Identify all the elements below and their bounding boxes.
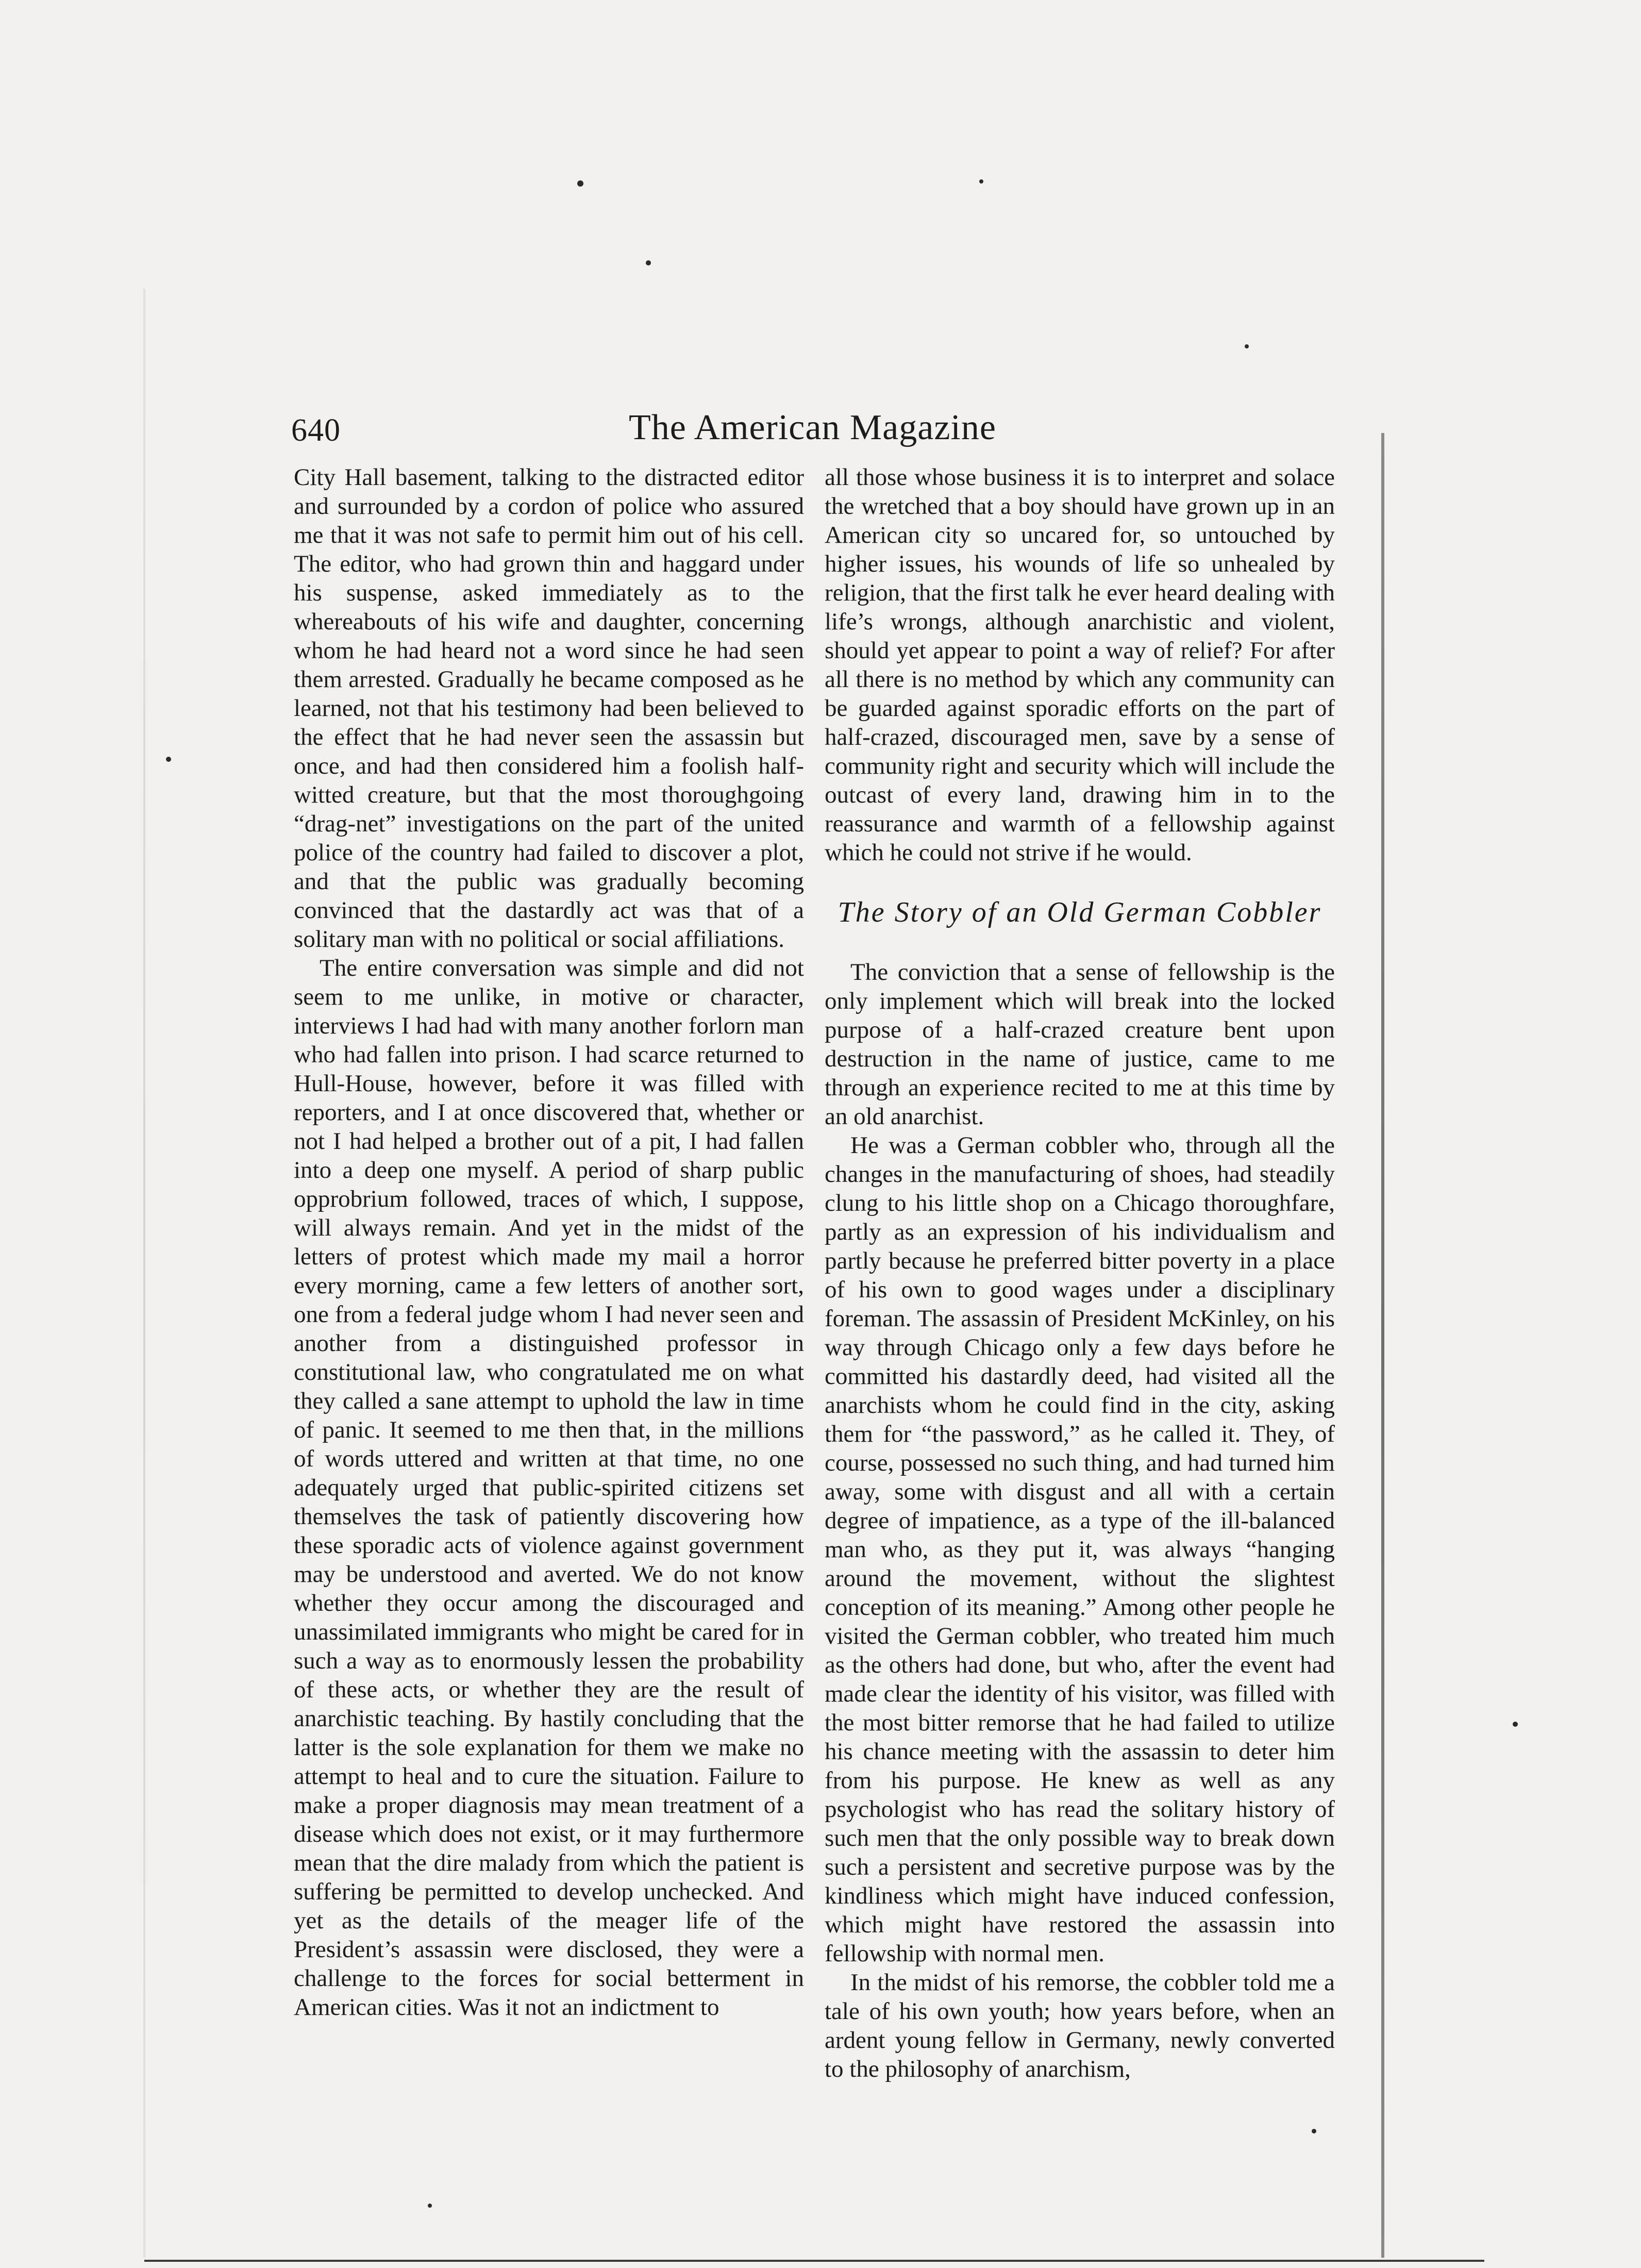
page-number: 640 — [291, 413, 341, 448]
left-column — [294, 463, 804, 2022]
section-heading: The Story of an Old German Cobbler — [838, 896, 1322, 928]
paragraph: The conviction that a sense of fellowship is the only implement which will break into the locked purpose of a half-crazed creature bent upon destruction in the name of justice, came to me through an experience recited to me at this time by an old anarchist. — [825, 959, 1335, 1130]
paragraph: In the midst of his remorse, the cobbler told me a tale of his own youth; how years before, when an ardent young fellow in Germany, newly converted to the philosophy of anarchism, — [825, 1969, 1335, 2082]
right-column — [825, 463, 1335, 2083]
dust-speck — [166, 757, 171, 762]
running-head: The American Magazine — [629, 408, 996, 447]
paragraph: He was a German cobbler who, through all the changes in the manufacturing of shoes, had steadily clung to his little shop on a Chicago thoroughfare, partly as an expression of his individualism and partly because he preferred bitter poverty in a place of his own to good wages under a disciplinary foreman. The assassin of President McKinley, on his way through Chicago only a few days before he committed his dastardly deed, had visited all the anarchists whom he could find in the city, asking them for “the password,” as he called it. They, of course, possessed no such thing, and had turned him away, some with disgust and all with a certain degree of impatience, as a type of the ill-balanced man who, as they put it, was always “hanging around the movement, without the slightest conception of its meaning.” Among other people he visited the German cobbler, who treated him much as the others had done, but who, after the event had made clear the identity of his visitor, was filled with the most bitter remorse that he had failed to utilize his chance meeting with the assassin to deter him from his purpose. He knew as well as any psychologist who has read the solitary history of such men that the only possible way to break down such a persistent and secretive purpose was by the kindliness which might have induced confession, which might have restored the assassin into fellowship with normal men. — [825, 1132, 1335, 1967]
paragraph: all those whose business it is to interpret and solace the wretched that a boy should have grown up in an American city so uncared for, so untouched by higher issues, his wounds of life so unhealed by religion, that the first talk he ever heard dealing with life’s wrongs, although anarchistic and violent, should yet appear to point a way of relief? For after all there is no method by which any community can be guarded against sporadic efforts on the part of half-crazed, discouraged men, save by a sense of community right and security which will include the outcast of every land, drawing him in to the reassurance and warmth of a fellowship against which he could not strive if he would. — [825, 464, 1335, 866]
scan-bottom-edge — [144, 2260, 1484, 2262]
dust-speck — [1312, 2129, 1316, 2133]
paragraph: City Hall basement, talking to the distracted editor and surrounded by a cordon of police who assured me that it was not safe to permit him out of his cell. The editor, who had grown thin and haggard under his suspense, asked immediately as to the whereabouts of his wife and daughter, concerning whom he had heard not a word since he had seen them arrested. Gradually he became composed as he learned, not that his testimony had been believed to the effect that he had never seen the assassin but once, and had then considered him a foolish half-witted creature, but that the most thoroughgoing “drag-net” investigations on the part of the united police of the country had failed to discover a plot, and that the public was gradually becoming convinced that the dastardly act was that of a solitary man with no political or social affiliations. — [294, 464, 804, 953]
paragraph: The entire conversation was simple and did not seem to me unlike, in motive or character, interviews I had had with many another forlorn man who had fallen into prison. I had scarce returned to Hull-House, however, before it was filled with reporters, and I at once discovered that, whether or not I had helped a brother out of a pit, I had fallen into a deep one myself. A period of sharp public opprobrium followed, traces of which, I suppose, will always remain. And yet in the midst of the letters of protest which made my mail a horror every morning, came a few letters of another sort, one from a federal judge whom I had never seen and another from a distinguished professor in constitutional law, who congratulated me on what they called a sane attempt to uphold the law in time of panic. It seemed to me then that, in the millions of words uttered and written at that time, no one adequately urged that public-spirited citizens set themselves the task of patiently discovering how these sporadic acts of violence against government may be understood and averted. We do not know whether they occur among the discouraged and unassimilated immigrants who might be cared for in such a way as to enormously lessen the probability of these acts, or whether they are the result of anarchistic teaching. By hastily concluding that the latter is the sole explanation for them we make no attempt to heal and to cure the situation. Failure to make a proper diagnosis may mean treatment of a disease which does not exist, or it may furthermore mean that the dire malady from which the patient is suffering be permitted to develop unchecked. And yet as the details of the meager life of the President’s assassin were disclosed, they were a challenge to the forces for social betterment in American cities. Was it not an indictment to — [294, 955, 804, 2021]
dust-speck — [1513, 1722, 1518, 1727]
scan-right-edge — [1381, 433, 1384, 2258]
dust-speck — [1245, 344, 1249, 348]
dust-speck — [646, 260, 651, 265]
dust-speck — [577, 180, 583, 187]
dust-speck — [979, 179, 983, 184]
dust-speck — [428, 2204, 432, 2208]
scan-left-edge — [143, 289, 145, 2258]
